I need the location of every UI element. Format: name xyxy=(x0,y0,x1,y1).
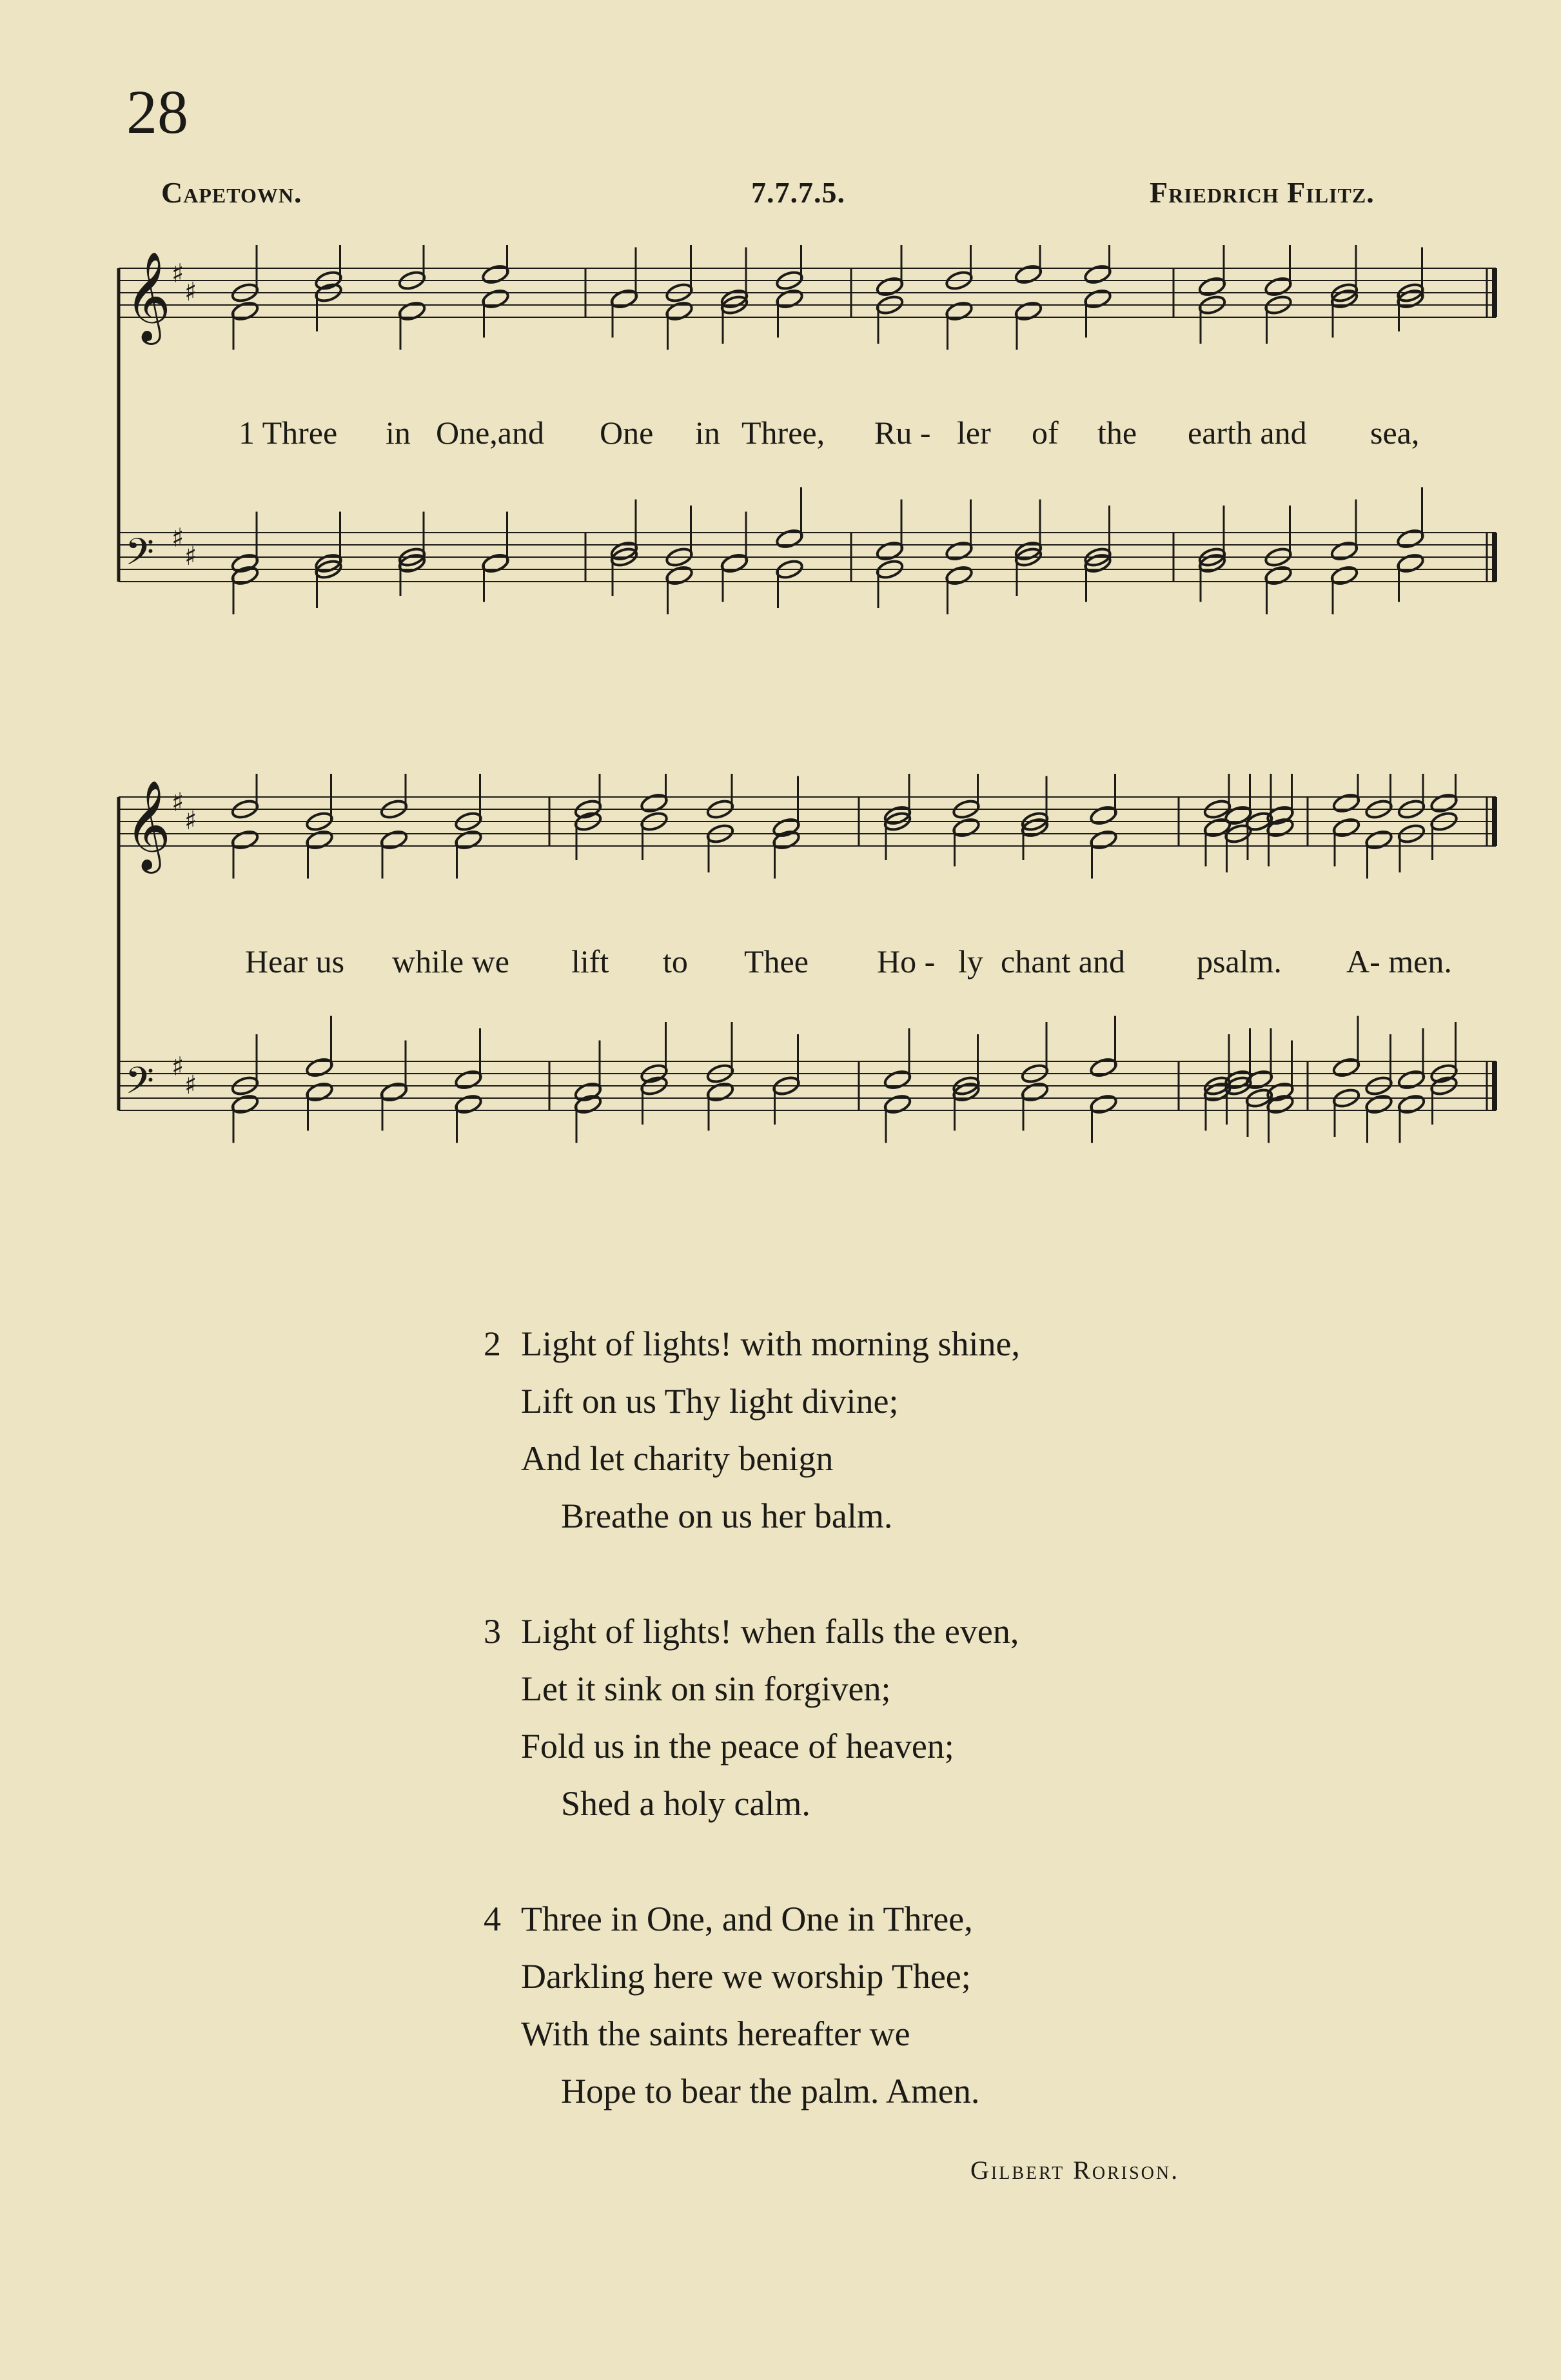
note-head xyxy=(775,288,804,310)
lyric-syllable: ly xyxy=(958,943,983,979)
note-head xyxy=(481,263,510,285)
note-head xyxy=(1330,540,1359,562)
note-head xyxy=(1083,263,1112,285)
note-head xyxy=(1364,829,1393,851)
stanza-line xyxy=(484,1603,1020,1660)
lyric-syllable: 1 Three xyxy=(239,415,338,451)
note-head xyxy=(1331,1056,1360,1078)
note-head xyxy=(230,829,259,851)
lyric-syllable: Hear us xyxy=(245,943,345,979)
treble-clef: 𝄞 xyxy=(125,780,171,870)
note-head xyxy=(305,829,334,851)
stanza-line-text: Three in One, and One in Three, xyxy=(521,1900,973,1938)
lyric-syllable: earth and xyxy=(1188,415,1307,451)
sharp-sign: ♯ xyxy=(172,259,184,289)
lyric-syllable: in xyxy=(386,415,411,451)
note-head xyxy=(875,275,904,297)
stanza-line-text: Light of lights! when falls the even, xyxy=(521,1612,1019,1651)
stanza-line: Hope to bear the palm. Amen. xyxy=(561,2072,980,2110)
note-head xyxy=(775,527,804,549)
stanza-line: With the saints hereafter we xyxy=(521,2014,910,2053)
note-head xyxy=(454,1093,483,1115)
lyric-syllable: One,and xyxy=(436,415,544,451)
author-name: Gilbert Rorison. xyxy=(970,2156,1180,2185)
note-head xyxy=(230,300,259,322)
note-head xyxy=(609,288,638,310)
note-head xyxy=(883,1093,912,1115)
lyric-syllable: the xyxy=(1097,415,1137,451)
stanza-line: Darkling here we worship Thee; xyxy=(521,1957,971,1996)
note-head xyxy=(772,816,801,838)
lyric-syllable: lift xyxy=(571,943,609,979)
note-head xyxy=(1397,1093,1426,1115)
stanza-line-text: Light of lights! with morning shine, xyxy=(521,1324,1020,1363)
note-head xyxy=(1089,829,1118,851)
note-head xyxy=(230,564,259,586)
note-head xyxy=(230,1093,259,1115)
note-head xyxy=(1331,792,1360,814)
stanza-line: Let it sink on sin forgiven; xyxy=(521,1669,891,1708)
note-head xyxy=(952,816,981,838)
note-head xyxy=(481,552,510,574)
note-head xyxy=(772,829,801,851)
note-head xyxy=(454,1068,483,1090)
composer-name: Friedrich Filitz. xyxy=(1150,176,1375,209)
note-head xyxy=(883,1068,912,1090)
lyric-syllable: Thee xyxy=(744,943,809,979)
note-head xyxy=(305,1056,334,1078)
sharp-sign: ♯ xyxy=(172,1052,184,1082)
music-staves xyxy=(116,774,1509,1186)
note-head xyxy=(1014,300,1043,322)
note-head xyxy=(305,1081,334,1103)
note-head xyxy=(481,288,510,310)
sharp-sign: ♯ xyxy=(184,541,197,571)
note-head xyxy=(573,1093,602,1115)
lyric-syllable: One xyxy=(600,415,654,451)
lyric-syllable: A- men. xyxy=(1346,943,1452,979)
lyric-syllable: Ru - xyxy=(874,415,931,451)
note-head xyxy=(945,540,974,562)
bass-clef: 𝄢 xyxy=(125,530,155,583)
note-head xyxy=(1083,288,1112,310)
sharp-sign: ♯ xyxy=(172,523,184,553)
note-head xyxy=(1330,564,1359,586)
stanza-number: 2 xyxy=(484,1324,501,1363)
page-number: 28 xyxy=(126,77,188,146)
music-system-1 xyxy=(116,245,1509,658)
stanza-number: 4 xyxy=(484,1900,501,1938)
stanza-3 xyxy=(484,1603,1020,1833)
sharp-sign: ♯ xyxy=(184,277,197,307)
note-head xyxy=(665,564,694,586)
note-head xyxy=(705,1081,734,1103)
note-head xyxy=(1396,552,1425,574)
note-head xyxy=(1264,564,1293,586)
note-head xyxy=(379,1081,408,1103)
lyric-syllable: sea, xyxy=(1370,415,1420,451)
note-head xyxy=(1429,792,1458,814)
note-head xyxy=(720,552,749,574)
stanza-line: Lift on us Thy light divine; xyxy=(521,1382,899,1421)
sharp-sign: ♯ xyxy=(184,1070,197,1100)
tune-name: Capetown. xyxy=(161,176,302,209)
treble-clef: 𝄞 xyxy=(125,251,171,341)
stanza-4 xyxy=(484,1891,1020,2120)
note-head xyxy=(945,300,974,322)
note-head xyxy=(1197,275,1226,297)
meter: 7.7.7.5. xyxy=(751,176,845,209)
stanza-line: Fold us in the peace of heaven; xyxy=(521,1727,954,1765)
note-head xyxy=(1089,1056,1118,1078)
note-head xyxy=(1396,527,1425,549)
stanzas xyxy=(484,1315,1020,2178)
stanza-line xyxy=(484,1315,1020,1373)
note-head xyxy=(1089,804,1118,826)
stanza-line: And let charity benign xyxy=(521,1439,834,1478)
lyric-syllable: chant and xyxy=(1001,943,1125,979)
note-head xyxy=(665,300,694,322)
note-head xyxy=(397,300,426,322)
music-staves xyxy=(116,245,1509,658)
stanza-line: Breathe on us her balm. xyxy=(561,1497,893,1535)
lyric-syllable: in xyxy=(695,415,720,451)
note-head xyxy=(1264,275,1293,297)
stanza-2 xyxy=(484,1315,1020,1545)
bass-clef: 𝄢 xyxy=(125,1059,155,1112)
lyric-syllable: while we xyxy=(392,943,509,979)
stanza-line xyxy=(484,1891,1020,1948)
note-head xyxy=(945,564,974,586)
note-head xyxy=(1266,1093,1295,1115)
note-head xyxy=(1020,1081,1049,1103)
note-head xyxy=(1397,1068,1426,1090)
sharp-sign: ♯ xyxy=(172,787,184,818)
note-head xyxy=(1266,1081,1295,1103)
note-head xyxy=(1089,1093,1118,1115)
note-head xyxy=(1331,816,1360,838)
lyric-syllable: psalm. xyxy=(1197,943,1282,979)
stanza-line: Shed a holy calm. xyxy=(561,1784,810,1823)
music-system-2 xyxy=(116,774,1509,1186)
note-head xyxy=(454,829,483,851)
note-head xyxy=(875,540,904,562)
lyric-syllable: of xyxy=(1032,415,1059,451)
sharp-sign: ♯ xyxy=(184,805,197,836)
note-head xyxy=(230,552,259,574)
lyric-syllable: Three, xyxy=(741,415,825,451)
note-head xyxy=(1014,263,1043,285)
note-head xyxy=(640,792,669,814)
note-head xyxy=(573,1081,602,1103)
stanza-number: 3 xyxy=(484,1612,501,1651)
lyric-syllable: to xyxy=(663,943,688,979)
lyric-syllable: ler xyxy=(957,415,991,451)
note-head xyxy=(1364,1093,1393,1115)
note-head xyxy=(379,829,408,851)
lyric-syllable: Ho - xyxy=(877,943,936,979)
